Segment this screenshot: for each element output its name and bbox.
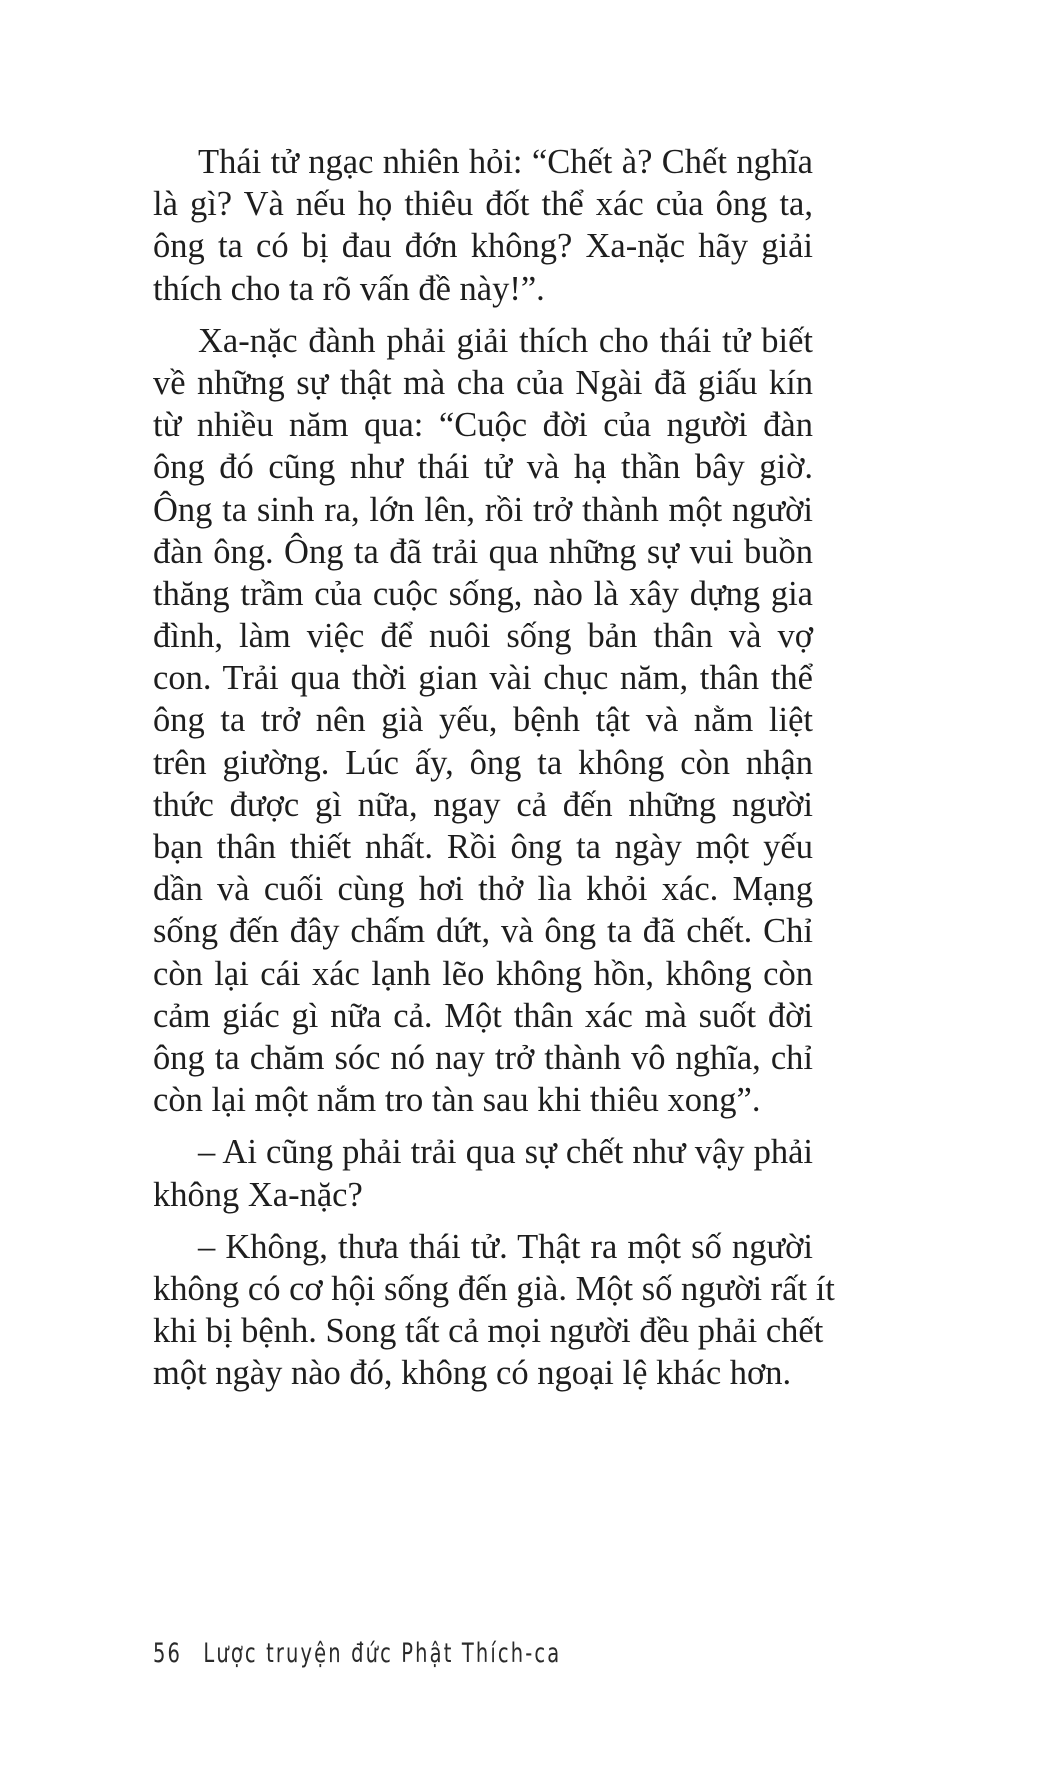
page-footer bbox=[153, 1638, 561, 1669]
paragraph bbox=[153, 1131, 813, 1215]
text-line: bạn thân thiết nhất. Rồi ông ta ngày một yếu bbox=[153, 828, 813, 866]
text-line: không có cơ hội sống đến già. Một số người rất ít bbox=[153, 1269, 835, 1308]
paragraph bbox=[153, 141, 813, 310]
text-line: Xa-nặc đành phải giải thích cho thái tử biết bbox=[198, 321, 813, 360]
text-line: khi bị bệnh. Song tất cả mọi người đều phải chết bbox=[153, 1312, 824, 1351]
text-line: còn lại một nắm tro tàn sau khi thiêu xong”. bbox=[153, 1081, 761, 1120]
text-line: Ông ta sinh ra, lớn lên, rồi trở thành một người bbox=[153, 490, 813, 529]
text-line: là gì? Và nếu họ thiêu đốt thể xác của ông ta, bbox=[153, 185, 813, 224]
text-line: thích cho ta rõ vấn đề này!”. bbox=[153, 269, 545, 308]
text-line: trên giường. Lúc ấy, ông ta không còn nhận bbox=[153, 743, 813, 782]
text-line: về những sự thật mà cha của Ngài đã giấu kín bbox=[153, 363, 813, 402]
text-line: ông đó cũng như thái tử và hạ thần bây giờ. bbox=[153, 448, 813, 487]
text-line: ông ta có bị đau đớn không? Xa-nặc hãy giải bbox=[153, 227, 813, 266]
text-line: đình, làm việc để nuôi sống bản thân và vợ bbox=[153, 617, 813, 656]
text-line: không Xa-nặc? bbox=[153, 1175, 363, 1214]
paragraph bbox=[153, 320, 813, 1122]
text-line: một ngày nào đó, không có ngoại lệ khác hơn. bbox=[153, 1354, 792, 1393]
text-line: – Ai cũng phải trải qua sự chết như vậy phải bbox=[198, 1133, 813, 1172]
text-line: từ nhiều năm qua: “Cuộc đời của người đàn bbox=[153, 406, 813, 445]
text-line: thức được gì nữa, ngay cả đến những người bbox=[153, 785, 813, 824]
body-text bbox=[153, 141, 835, 1404]
text-line: Thái tử ngạc nhiên hỏi: “Chết à? Chết nghĩa bbox=[198, 143, 813, 181]
text-line: dần và cuối cùng hơi thở lìa khỏi xác. Mạng bbox=[153, 870, 813, 909]
text-line: – Không, thưa thái tử. Thật ra một số người bbox=[198, 1227, 813, 1266]
page-number: 56 bbox=[153, 1638, 183, 1669]
text-line: ông ta trở nên già yếu, bệnh tật và nằm liệt bbox=[153, 701, 813, 740]
text-line: con. Trải qua thời gian vài chục năm, thân thể bbox=[153, 659, 813, 698]
text-line: đàn ông. Ông ta đã trải qua những sự vui buồn bbox=[153, 532, 813, 571]
text-line: sống đến đây chấm dứt, và ông ta đã chết. Chỉ bbox=[153, 912, 813, 951]
text-line: còn lại cái xác lạnh lẽo không hồn, không còn bbox=[153, 954, 813, 993]
text-line: ông ta chăm sóc nó nay trở thành vô nghĩa, chỉ bbox=[153, 1038, 813, 1077]
running-title: Lược truyện đức Phật Thích-ca bbox=[203, 1638, 562, 1669]
text-line: thăng trầm của cuộc sống, nào là xây dựng gia bbox=[153, 574, 813, 613]
text-line: cảm giác gì nữa cả. Một thân xác mà suốt đời bbox=[153, 996, 813, 1035]
paragraph bbox=[153, 1226, 835, 1395]
